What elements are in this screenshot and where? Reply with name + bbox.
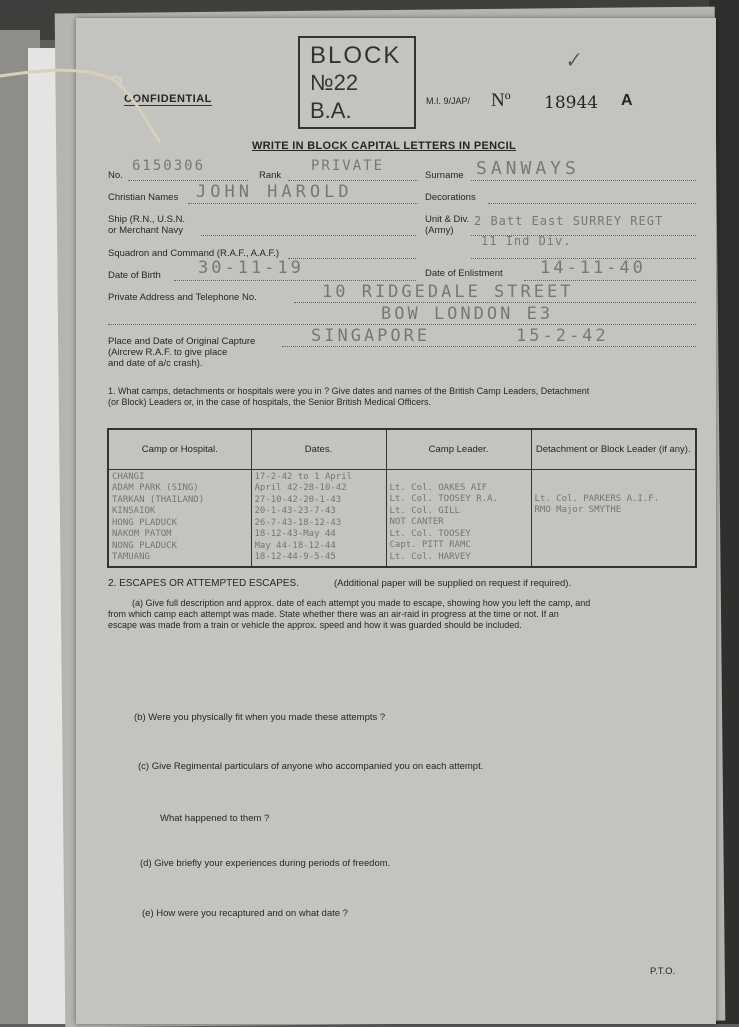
question-2a-line-3: escape was made from a train or vehicle the approx. speed and how it was guarded should be included. — [108, 620, 522, 630]
date-entry: April 42-28-10-42 — [254, 483, 347, 493]
leader-entry: Capt. PITT RAMC — [389, 540, 471, 550]
camp-leader-cell — [386, 469, 531, 567]
form-instruction: WRITE IN BLOCK CAPITAL LETTERS IN PENCIL — [252, 140, 516, 152]
binding-string — [0, 60, 200, 160]
dob-label: Date of Birth — [108, 270, 161, 281]
capture-line — [282, 346, 696, 347]
series-letter: A — [621, 92, 633, 109]
camp-entry: KINSAIOK — [112, 506, 156, 516]
decorations-line — [488, 203, 696, 204]
camp-header: Camp or Hospital. — [108, 429, 251, 469]
dob-line — [174, 280, 416, 281]
date-entry: 18-12-43-May 44 — [254, 529, 336, 539]
stamp-line-3: B.A. — [310, 98, 352, 123]
enlistment-label: Date of Enlistment — [425, 268, 503, 279]
capture-place: SINGAPORE — [311, 326, 431, 346]
detachment-entry: Lt. Col. PARKERS A.I.F. — [534, 493, 660, 504]
question-2-title: 2. ESCAPES OR ATTEMPTED ESCAPES. — [108, 578, 299, 589]
no-line — [128, 180, 248, 181]
surname-line — [471, 180, 696, 181]
unit-value-2: 11 Ind Div. — [481, 234, 572, 248]
ship-label: Ship (R.N., U.S.N. — [108, 214, 186, 225]
address-value: 10 RIDGEDALE STREET — [322, 282, 574, 302]
date-entry: 20-1-43-23-7-43 — [254, 506, 336, 516]
date-entry: 17-2-42 to 1 April — [254, 471, 353, 482]
unit-label: Unit & Div. — [425, 214, 470, 225]
stamp-line-1: BLOCK — [310, 42, 402, 69]
camps-table-header-row — [108, 429, 696, 469]
no-value: 6150306 — [132, 158, 206, 174]
leader-entry: Lt. Col. OAKES AIF — [389, 482, 488, 493]
dates-cell — [251, 469, 386, 567]
address-line-2 — [108, 324, 696, 325]
detachment-leader-cell — [531, 469, 696, 567]
camp-entry: HONG PLADUCK — [112, 517, 178, 528]
number-mark: Nº — [491, 90, 511, 111]
leader-entry: Lt. Col. TOOSEY — [389, 528, 471, 539]
christian-names-line — [188, 203, 418, 204]
question-2-note: (Additional paper will be supplied on request if required). — [334, 578, 572, 589]
christian-names-value: JOHN HAROLD — [196, 182, 353, 202]
camp-entry: NONG PLADUCK — [112, 540, 178, 551]
unit-label-2: (Army) — [425, 225, 454, 236]
decorations-label: Decorations — [425, 192, 476, 203]
camp-entry: ADAM PARK (SING) — [112, 483, 199, 493]
camp-entry: CHANGI — [112, 471, 145, 482]
leader-entry: NOT CANTER — [389, 517, 444, 527]
question-2c: (c) Give Regimental particulars of anyone who accompanied you on each attempt. — [138, 761, 484, 772]
tick-mark: ✓ — [562, 46, 583, 74]
table-row — [108, 469, 696, 567]
leader-entry: Lt. Col. GILL — [389, 505, 460, 516]
leader-entry: Lt. Col. TOOSEY R.A. — [389, 494, 498, 504]
question-1-line-1: 1. What camps, detachments or hospitals were you in ? Give dates and names of the British Camp Leaders, Detachment — [108, 386, 590, 396]
question-2c-sub: What happened to them ? — [160, 813, 270, 824]
address-value-2: BOW LONDON E3 — [381, 304, 554, 324]
classification-label: CONFIDENTIAL — [124, 93, 212, 105]
camp-leader-header: Camp Leader. — [386, 429, 531, 469]
rank-line — [288, 180, 418, 181]
address-label: Private Address and Telephone No. — [108, 292, 257, 303]
unit-value: 2 Batt East SURREY REGT — [474, 214, 664, 228]
question-2e: (e) How were you recaptured and on what date ? — [142, 908, 348, 919]
rank-value: PRIVATE — [311, 158, 385, 174]
mi-reference: M.I. 9/JAP/ — [426, 96, 471, 106]
serial-number: 18944 — [544, 93, 599, 113]
camp-entry: NAKOM PATOM — [112, 529, 172, 539]
block-stamp — [298, 36, 416, 129]
date-entry: 26-7-43-18-12-43 — [254, 517, 342, 528]
no-label: No. — [108, 170, 123, 181]
capture-label-2: (Aircrew R.A.F. to give place — [108, 347, 228, 358]
squadron-line — [288, 258, 416, 259]
surname-label: Surname — [425, 170, 464, 181]
question-1-line-2: (or Block) Leaders or, in the case of hospitals, the Senior British Medical Officers. — [108, 397, 431, 407]
address-line — [294, 302, 696, 303]
enlistment-value: 14-11-40 — [540, 258, 646, 278]
camp-entry: TAMUANG — [112, 552, 150, 562]
leader-entry: Lt. Col. HARVEY — [389, 551, 471, 562]
date-entry: 27-10-42-20-1-43 — [254, 494, 342, 505]
camp-entry: TARKAN (THAILAND) — [112, 494, 205, 505]
camps-table — [107, 428, 697, 568]
detachment-leader-header: Detachment or Block Leader (if any). — [531, 429, 696, 469]
ship-label-2: or Merchant Navy — [108, 225, 183, 236]
camps-cell — [108, 469, 251, 567]
squadron-label: Squadron and Command (R.A.F., A.A.F.) — [108, 248, 280, 259]
date-entry: 18-12-44-9-5-45 — [254, 552, 336, 562]
enlistment-line — [524, 280, 696, 281]
question-2d: (d) Give briefly your experiences during periods of freedom. — [140, 858, 391, 869]
stamp-line-2: №22 — [310, 70, 359, 95]
surname-value: SANWAYS — [476, 158, 580, 179]
dob-value: 30-11-19 — [198, 258, 304, 278]
detachment-entry: RMO Major SMYTHE — [534, 505, 622, 515]
rank-label: Rank — [259, 170, 282, 181]
christian-names-label: Christian Names — [108, 192, 179, 203]
pto-label: P.T.O. — [650, 966, 676, 977]
capture-date: 15-2-42 — [516, 326, 609, 346]
ship-line — [201, 235, 416, 236]
question-2b: (b) Were you physically fit when you made these attempts ? — [134, 712, 386, 723]
capture-label-3: and date of a/c crash). — [108, 358, 203, 369]
capture-label: Place and Date of Original Capture — [108, 336, 256, 347]
interrogation-form-page — [76, 18, 716, 1024]
question-2a-line-2: from which camp each attempt was made. State whether there was an air-raid in progress at the time or not. If an — [108, 609, 559, 619]
question-2a-line-1: (a) Give full description and approx. date of each attempt you made to escape, showing how you left the camp, and — [132, 598, 591, 608]
dates-header: Dates. — [251, 429, 386, 469]
date-entry: May 44-18-12-44 — [254, 540, 336, 551]
